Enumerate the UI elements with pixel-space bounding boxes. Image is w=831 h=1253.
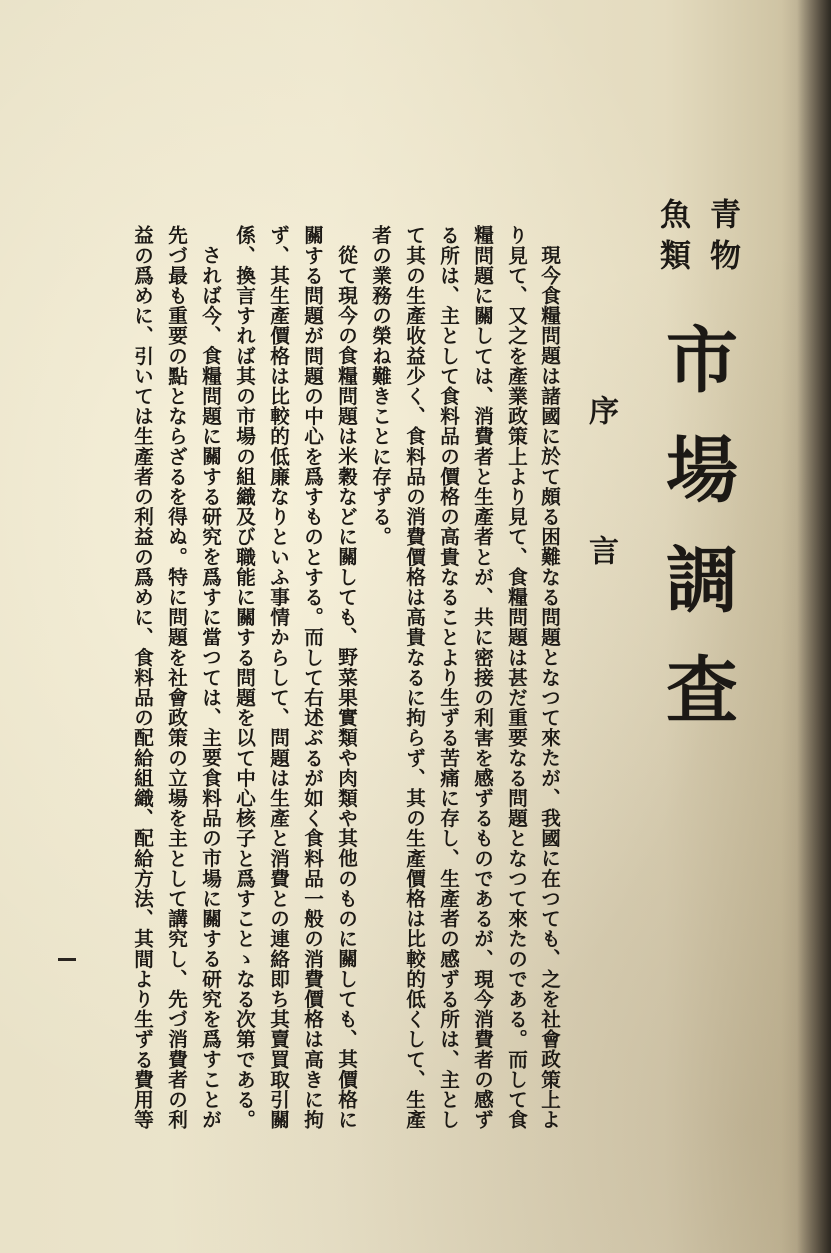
body-column-1: 現今食糧問題は諸國に於て頗る困難なる問題となつて來たが、我國に在つても、之を社會政策上よ [537, 245, 561, 1130]
body-column-10: 係、換言すれば其の市場の組織及び職能に關する問題を以て中心核子と爲すことゝなる次第である。 [232, 225, 256, 1130]
binding-shadow [797, 0, 831, 1253]
body-column-3: 糧問題に關しては、消費者と生產者とが、共に密接の利害を感ずるものであるが、現今消費者の感ず [470, 225, 494, 1130]
body-column-11: されば今、食糧問題に關する研究を爲すに當つては、主要食料品の市場に關する研究を爲すことが [198, 245, 222, 1130]
page-number [52, 944, 74, 975]
body-column-9: ず、其生產價格は比較的低廉なりといふ事情からして、問題は生產と消費との連絡即ち其賣買取引關 [266, 225, 290, 1130]
body-column-12: 先づ最も重要の點とならざるを得ぬ。特に問題を社會政策の立場を主として講究し、先づ消費者の利 [164, 225, 188, 1130]
main-title: 市場調査 [654, 322, 739, 762]
body-column-13: 益の爲めに、引いては生產者の利益の爲めに、食料品の配給組織、配給方法、其間より生ずる費用等 [130, 225, 154, 1130]
body-column-8: 關する問題が問題の中心を爲すものとする。而して右述ぶるが如く食料品一般の消費價格は高きに拘 [300, 225, 324, 1130]
title-line-2: 魚類 [654, 198, 690, 280]
body-column-6: 者の業務の榮ね難きことに存ずる。 [368, 225, 392, 547]
body-column-5: て其の生產收益少く、食料品の消費價格は高貴なるに拘らず、其の生產價格は比較的低くして、生產 [402, 225, 426, 1130]
title-line-1: 青物 [704, 198, 740, 280]
body-column-4: る所は、主として食料品の價格の高貴なることより生ずる苦痛に存し、生產者の感ずる所は、主とし [436, 225, 460, 1130]
body-column-7: 從て現今の食糧問題は米穀などに關しても、野菜果實類や肉類や其他のものに關しても、其價格に [334, 245, 358, 1130]
section-heading: 序言 [583, 395, 618, 675]
body-column-2: り見て、又之を產業政策上より見て、食糧問題は甚だ重要なる問題となつて來たのである。而して食 [504, 225, 528, 1130]
